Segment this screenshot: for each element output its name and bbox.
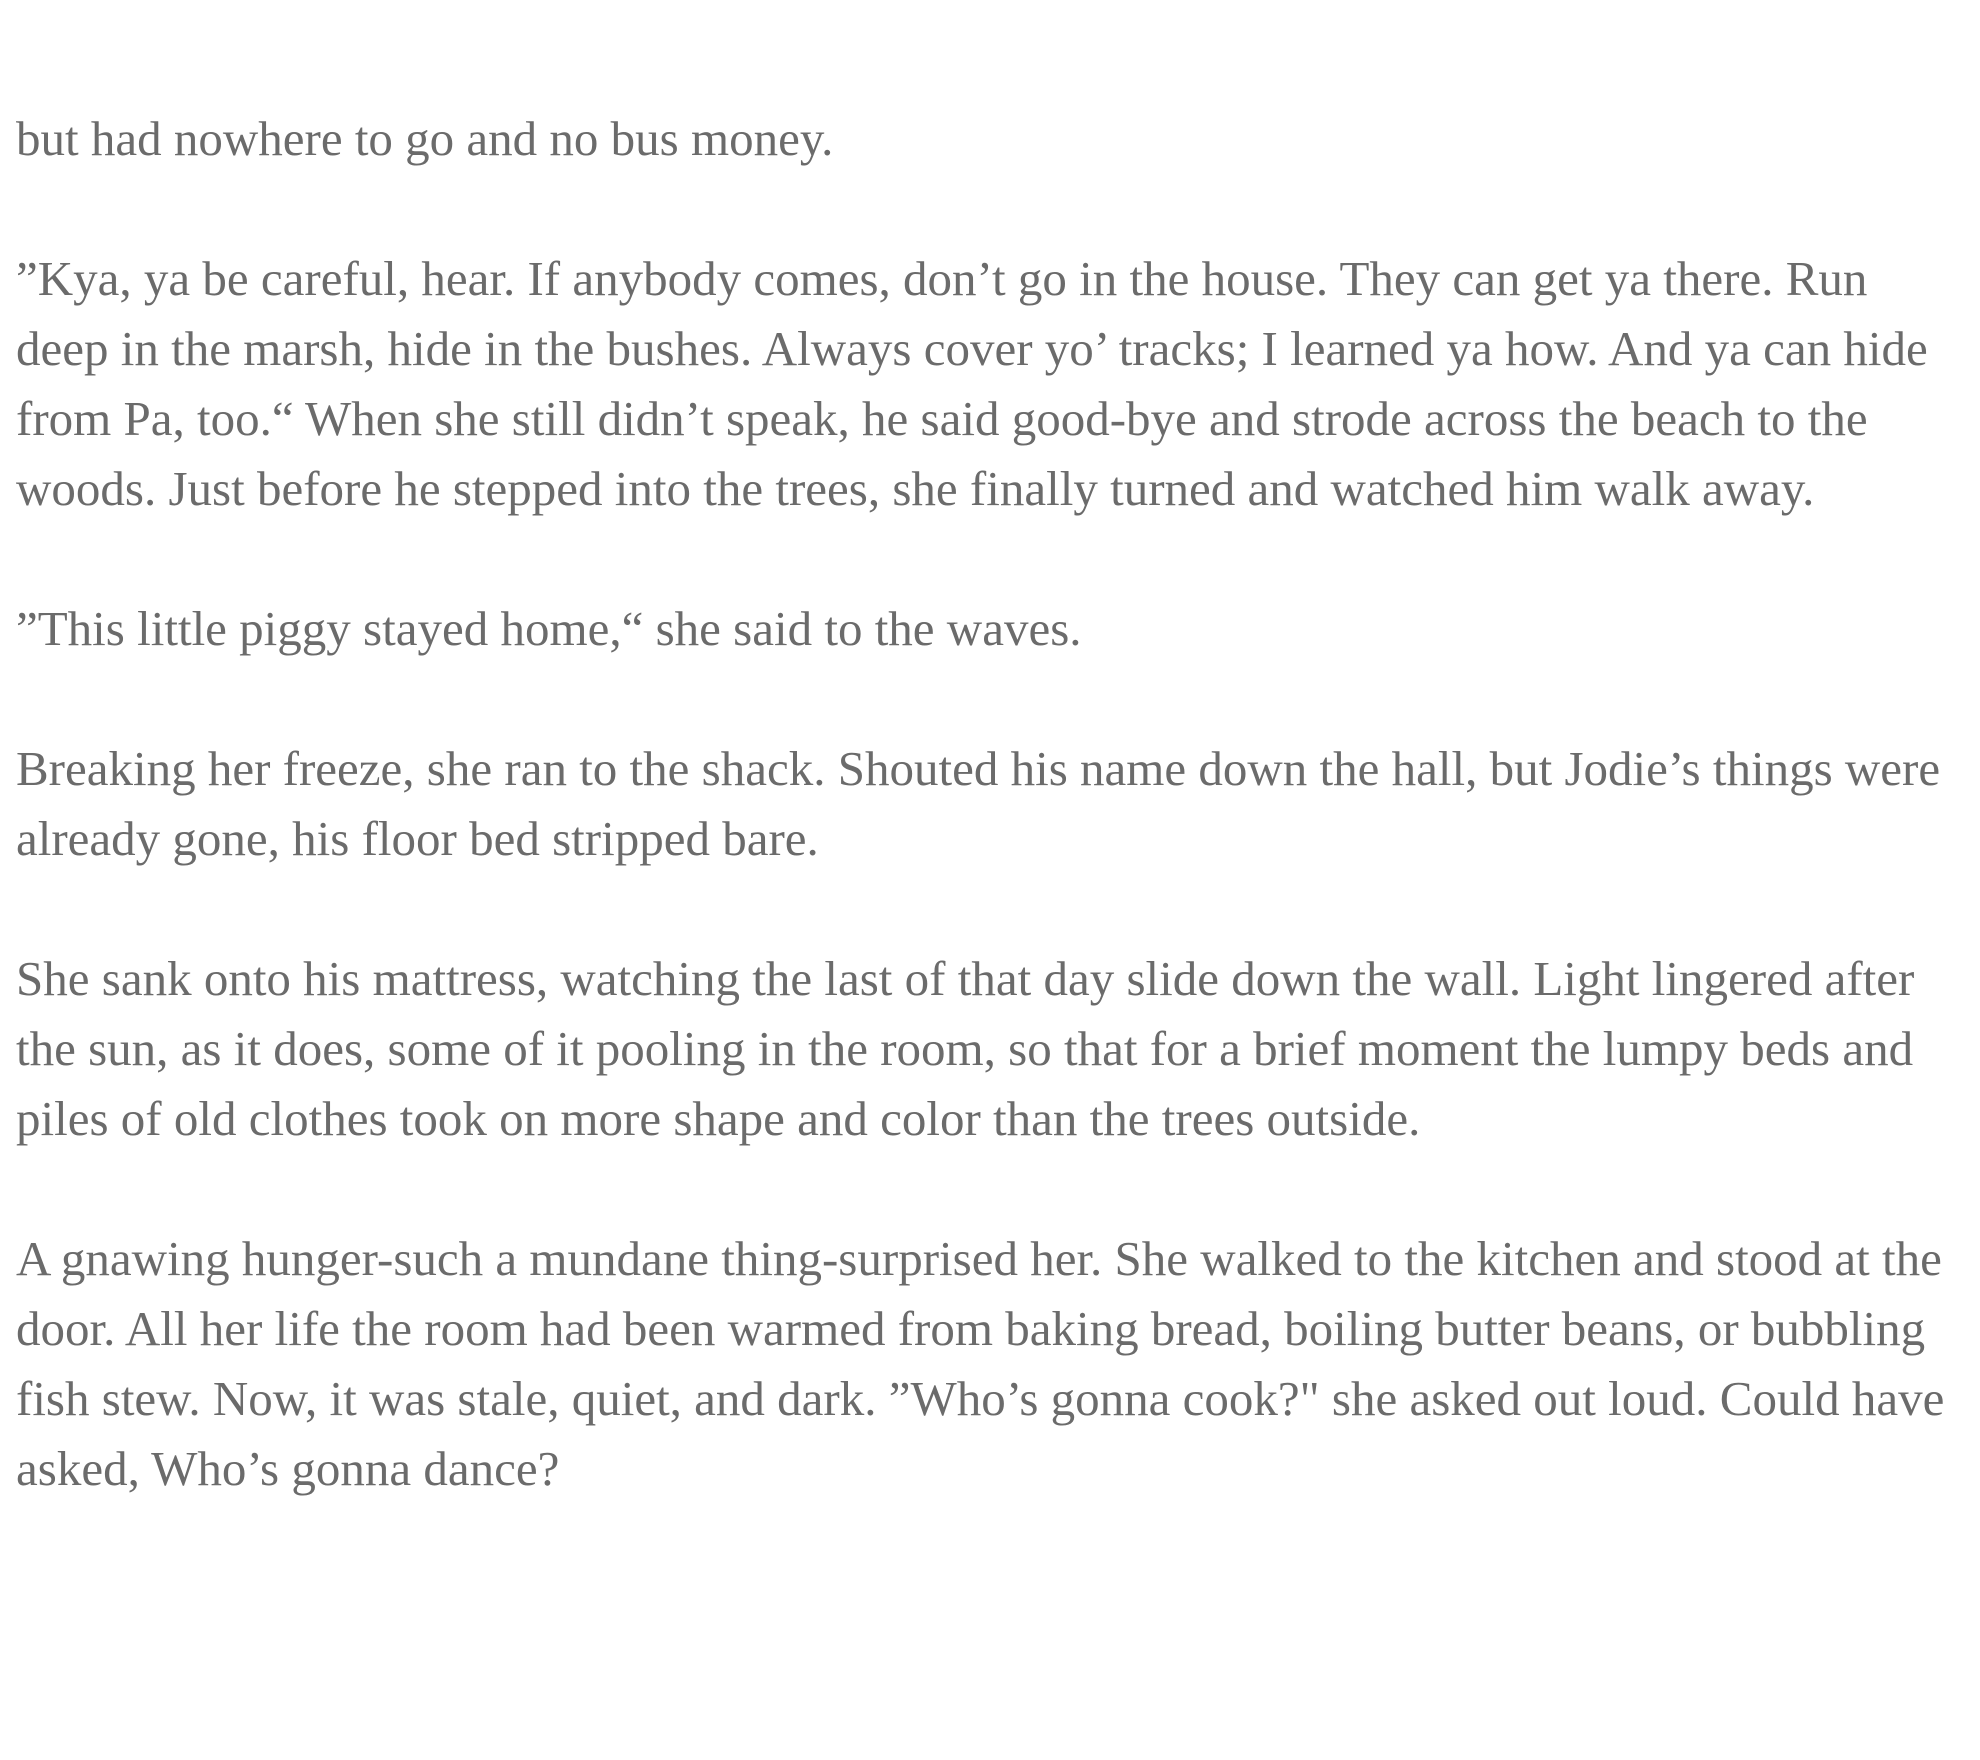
- paragraph-5: She sank onto his mattress, watching the last of that day slide down the wall. Light lingered after the sun, as it does, some of it pooling in the room, so that for a brief moment the lumpy beds and piles of old clothes took on more shape and color than the trees outside.: [16, 951, 1915, 1146]
- paragraph-3: ”This little piggy stayed home,“ she said to the waves.: [16, 601, 1082, 656]
- paragraph-1: but had nowhere to go and no bus money.: [16, 111, 834, 166]
- paragraph-4: Breaking her freeze, she ran to the shack. Shouted his name down the hall, but Jodie’s things were already gone, his floor bed stripped bare.: [16, 741, 1941, 866]
- paragraph-6: A gnawing hunger-such a mundane thing-surprised her. She walked to the kitchen and stood at the door. All her life the room had been warmed from baking bread, boiling butter beans, or bubbling fish stew. Now, it was stale, quiet, and dark. ”Who’s gonna cook?" she asked out loud. Could have asked, Who’s gonna dance?: [16, 1231, 1945, 1496]
- paragraph-2: ”Kya, ya be careful, hear. If anybody comes, don’t go in the house. They can get ya there. Run deep in the marsh, hide in the bushes. Always cover yo’ tracks; I learned ya how. And ya can hide from Pa, too.“ When she still didn’t speak, he said good-bye and strode across the beach to the woods. Just before he stepped into the trees, she finally turned and watched him walk away.: [16, 251, 1928, 516]
- document-page: [16, 104, 1966, 1504]
